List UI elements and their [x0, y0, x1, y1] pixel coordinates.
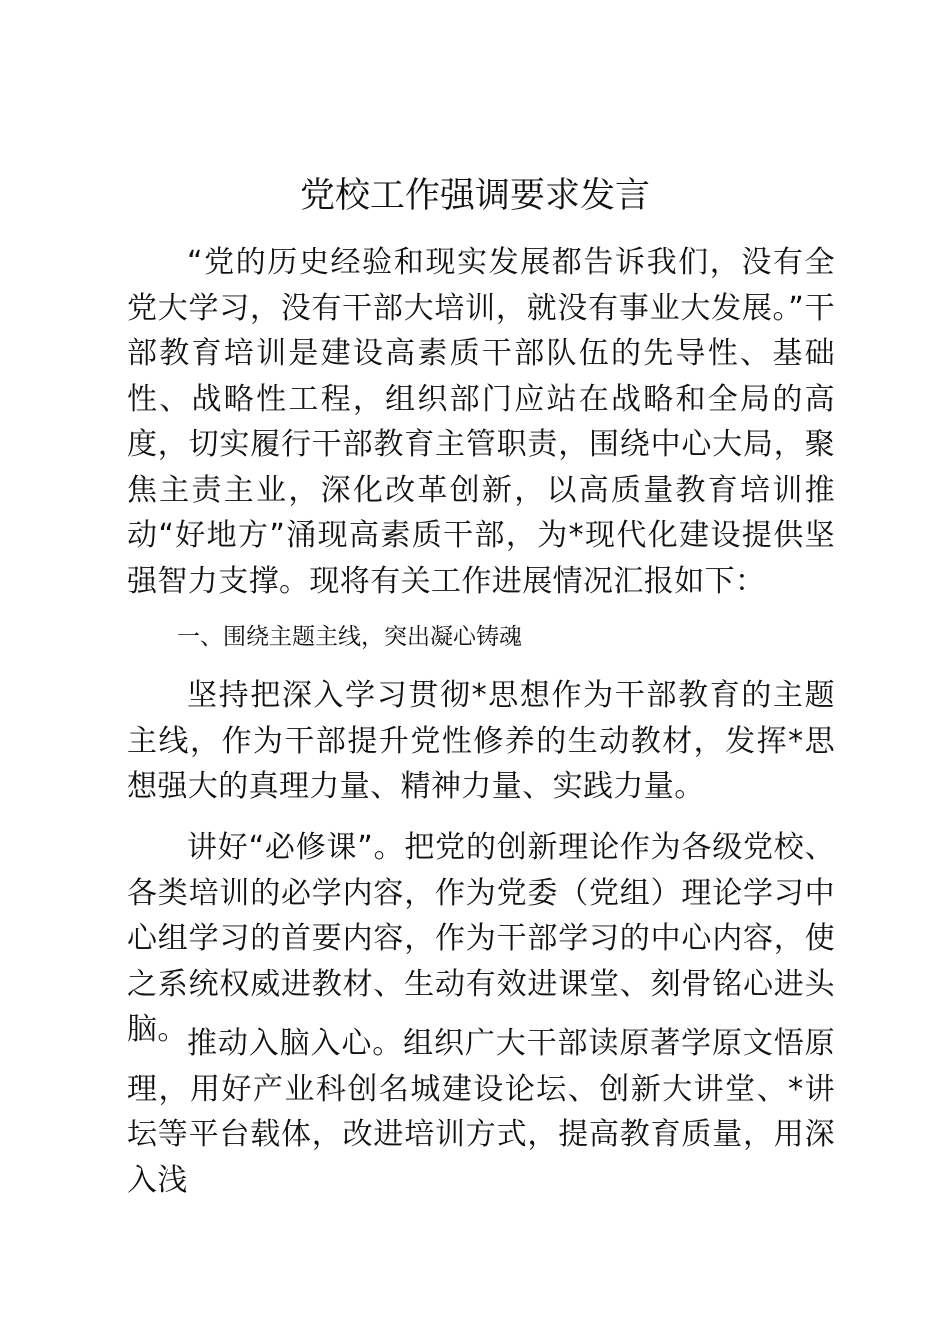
- section-paragraph-into-mind: 推动入脑入心。组织广大干部读原著学原文悟原理，用好产业科创名城建设论坛、创新大讲堂、*讲坛等平台载体，改进培训方式，提高教育质量，用深入浅: [127, 1026, 835, 1198]
- section-heading: 一、围绕主题主线，突出凝心铸魂: [177, 624, 522, 650]
- document-title: 党校工作强调要求发言: [299, 176, 650, 216]
- intro-paragraph: “党的历史经验和现实发展都告诉我们，没有全党大学习，没有干部大培训，就没有事业大发展。”干部教育培训是建设高素质干部队伍的先导性、基础性、战略性工程，组织部门应站在战略和全局的高度，切实履行干部教育主管职责，围绕中心大局，聚焦主责主业，深化改革创新，以高质量教育培训推动“好地方”涌现高素质干部，为*现代化建设提供坚强智力支撑。现将有关工作进展情况汇报如下：: [127, 245, 835, 599]
- section-paragraph-required-course: 讲好“必修课”。把党的创新理论作为各级党校、各类培训的必学内容，作为党委（党组）理论学习中心组学习的首要内容，作为干部学习的中心内容，使之系统权威进教材、生动有效进课堂、刻骨铭心进头脑。: [127, 830, 835, 1047]
- section-paragraph-main-line: 坚持把深入学习贯彻*思想作为干部教育的主题主线，作为干部提升党性修养的生动教材，发挥*思想强大的真理力量、精神力量、实践力量。: [127, 678, 835, 804]
